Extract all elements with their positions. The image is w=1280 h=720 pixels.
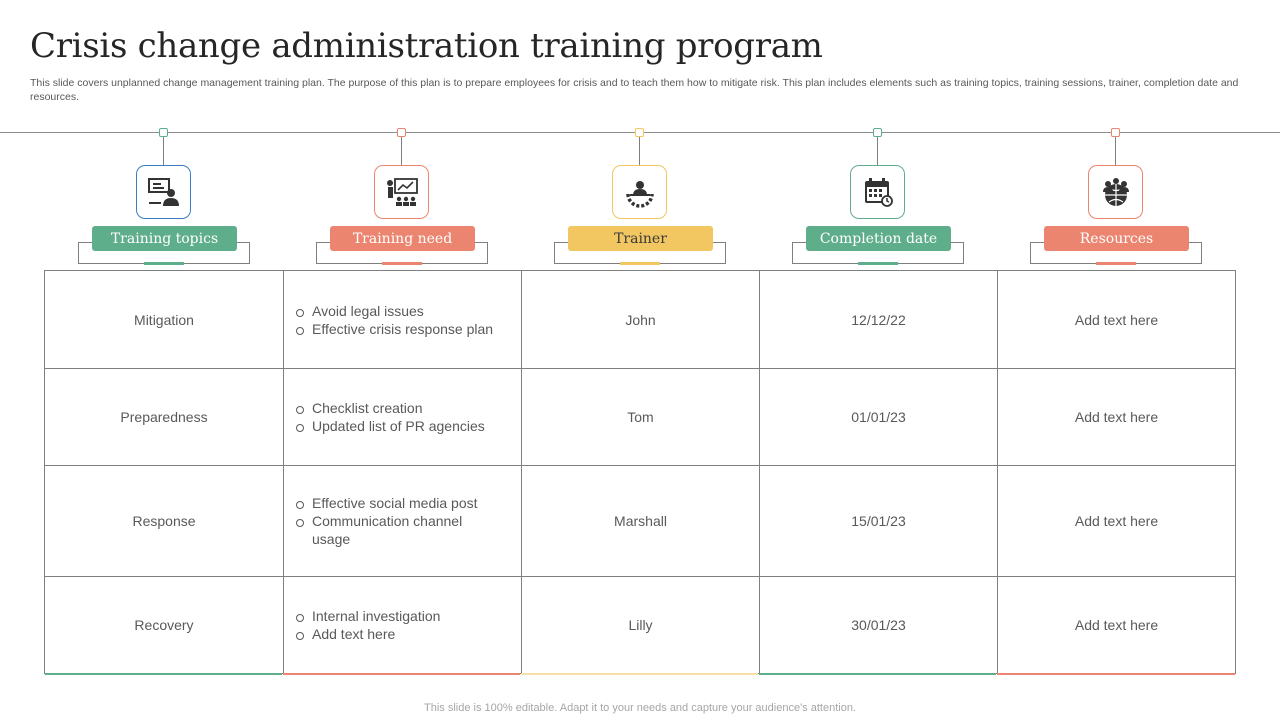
column-header-training-need [282, 128, 520, 270]
connector-dot [635, 128, 644, 137]
date-cell: 15/01/23 [759, 466, 997, 576]
column-accent [997, 673, 1235, 675]
topic-cell: Preparedness [120, 409, 208, 425]
slide-title: Crisis change administration training program [30, 26, 823, 66]
column-accent [759, 673, 996, 675]
trainer-cell: Marshall [521, 466, 759, 576]
connector-dot [1111, 128, 1120, 137]
topic-cell: Response [132, 513, 196, 529]
table-row [45, 368, 1235, 465]
pill-tail [144, 262, 184, 265]
trainer-cell: Lilly [521, 577, 759, 673]
needs-cell [283, 577, 521, 673]
date-cell: 30/01/23 [759, 577, 997, 673]
calendar-icon [850, 165, 905, 219]
column-label: Completion date [806, 226, 951, 251]
column-accent [283, 673, 520, 675]
trainer-cell: John [521, 271, 759, 368]
date-cell: 01/01/23 [759, 369, 997, 465]
connector-line [1115, 137, 1116, 165]
column-header-completion-date [758, 128, 996, 270]
needs-cell [283, 369, 521, 465]
table-row [45, 576, 1235, 673]
list-item: Updated list of PR agencies [294, 417, 485, 435]
resources-cell: Add text here [997, 577, 1235, 673]
footer-note: This slide is 100% editable. Adapt it to your needs and capture your audience's attention. [424, 702, 856, 714]
topic-cell: Mitigation [134, 311, 194, 328]
pill-tail [382, 262, 422, 265]
resources-cell: Add text here [997, 369, 1235, 465]
list-item: Add text here [294, 625, 440, 643]
slide-subtitle: This slide covers unplanned change management training plan. The purpose of this plan is to prepare employees for crisis and to teach them how to mitigate risk. This plan includes elements such as training topics, training sessions, trainer, completion date and resources. [30, 77, 1239, 103]
needs-cell [283, 271, 521, 368]
list-item: Communication channel usage [294, 512, 494, 548]
column-accent [45, 673, 282, 675]
resources-cell: Add text here [997, 466, 1235, 576]
column-header-trainer [520, 128, 758, 270]
topic-cell: Recovery [134, 617, 194, 633]
trainer-gear-icon [612, 165, 667, 219]
connector-line [401, 137, 402, 165]
list-item: Internal investigation [294, 607, 440, 625]
list-item: Avoid legal issues [294, 302, 493, 320]
date-cell: 12/12/22 [759, 271, 997, 368]
list-item: Effective crisis response plan [294, 320, 493, 338]
column-accent [521, 673, 758, 675]
list-item: Effective social media post [294, 494, 494, 512]
table-row [45, 465, 1235, 576]
needs-cell [283, 466, 521, 576]
training-audience-icon [374, 165, 429, 219]
pill-tail [1096, 262, 1136, 265]
pill-tail [858, 262, 898, 265]
connector-dot [159, 128, 168, 137]
connector-line [639, 137, 640, 165]
connector-dot [873, 128, 882, 137]
connector-line [877, 137, 878, 165]
team-globe-icon [1088, 165, 1143, 219]
column-label: Training need [330, 226, 475, 251]
training-table [44, 270, 1236, 674]
pill-tail [620, 262, 660, 265]
column-label: Resources [1044, 226, 1189, 251]
column-header-resources [996, 128, 1234, 270]
connector-line [163, 137, 164, 165]
presentation-icon [136, 165, 191, 219]
trainer-cell: Tom [521, 369, 759, 465]
connector-dot [397, 128, 406, 137]
column-header-training-topics [44, 128, 282, 270]
list-item: Checklist creation [294, 399, 485, 417]
column-label: Trainer [568, 226, 713, 251]
table-row [45, 271, 1235, 368]
resources-cell: Add text here [997, 271, 1235, 368]
column-label: Training topics [92, 226, 237, 251]
